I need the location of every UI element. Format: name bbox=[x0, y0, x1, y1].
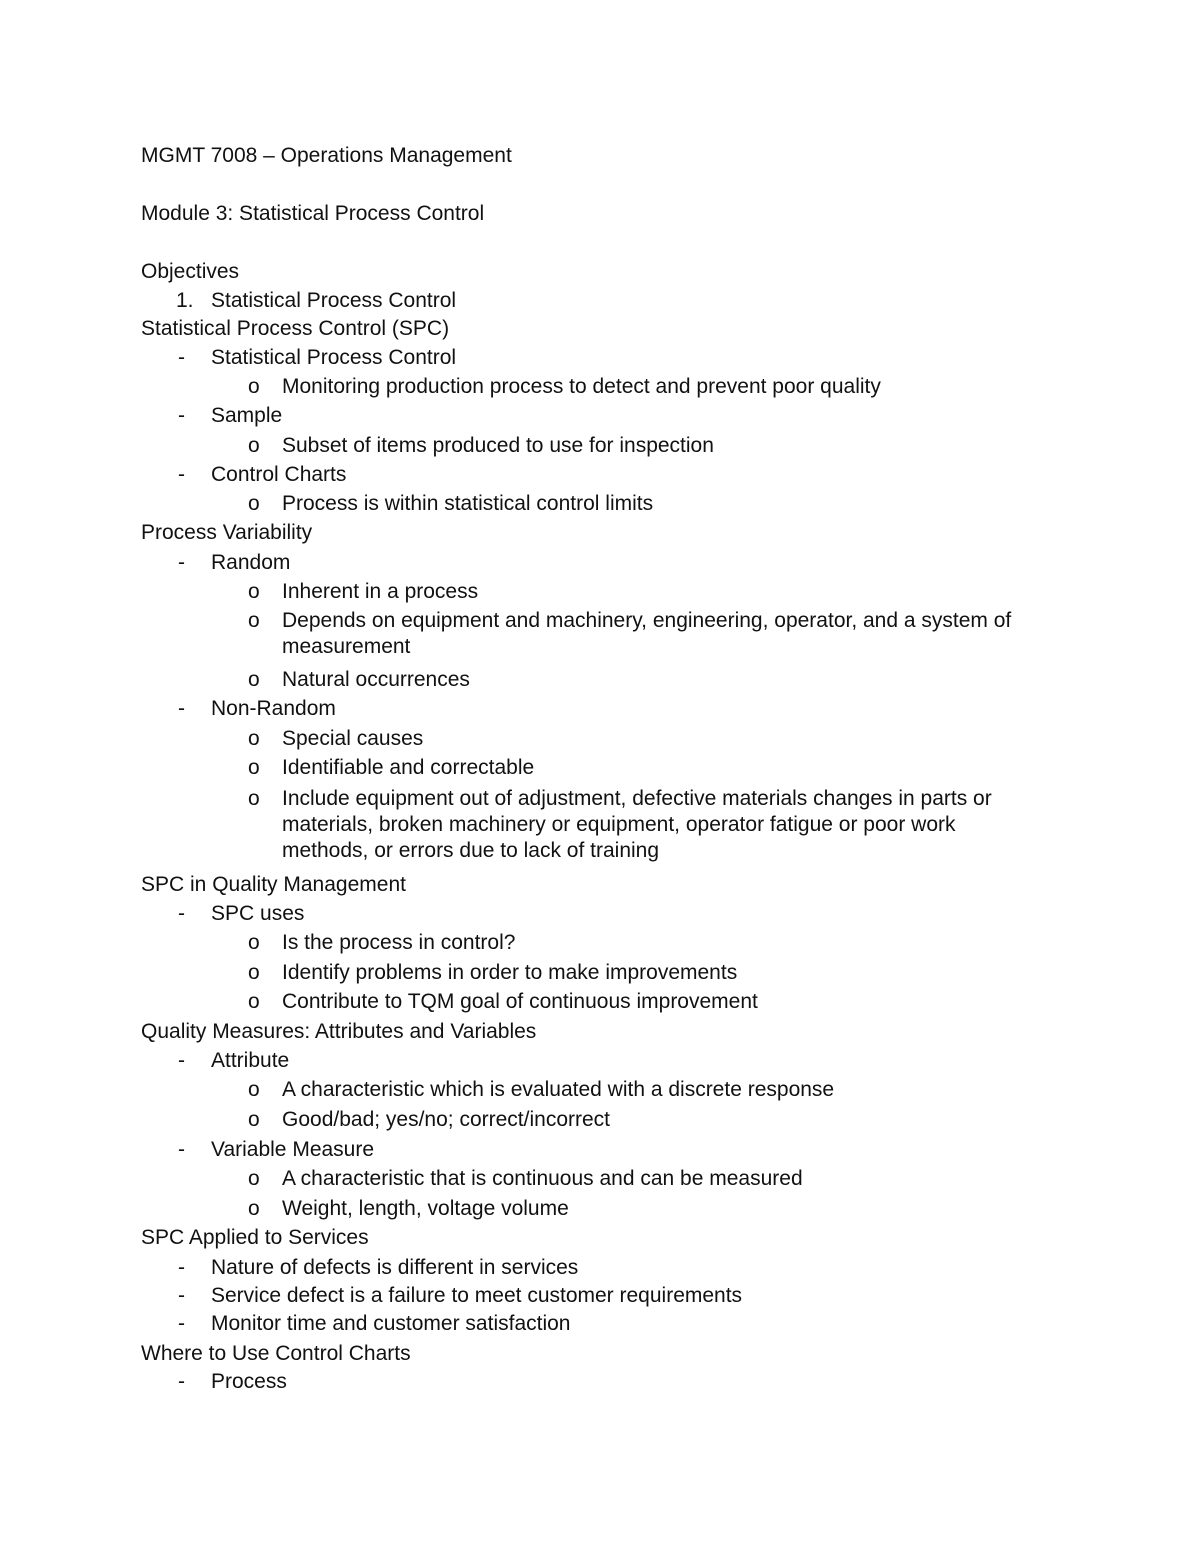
sub-list-item: Depends on equipment and machinery, engineering, operator, and a system of measurement bbox=[282, 609, 1012, 658]
circle-bullet: o bbox=[248, 931, 260, 954]
sub-list-item: Monitoring production process to detect and prevent poor quality bbox=[282, 375, 881, 398]
dash-bullet: - bbox=[178, 1049, 185, 1072]
sub-list-item: Identify problems in order to make improvements bbox=[282, 961, 738, 984]
dash-bullet: - bbox=[178, 902, 185, 925]
dash-bullet: - bbox=[178, 404, 185, 427]
circle-bullet: o bbox=[248, 1108, 260, 1131]
sub-list-item: A characteristic that is continuous and can be measured bbox=[282, 1167, 803, 1190]
sub-list-item: Contribute to TQM goal of continuous improvement bbox=[282, 990, 758, 1013]
section-heading: Quality Measures: Attributes and Variables bbox=[141, 1020, 537, 1043]
circle-bullet: o bbox=[248, 580, 260, 603]
section-heading: Where to Use Control Charts bbox=[141, 1342, 411, 1365]
section-heading: Process Variability bbox=[141, 521, 313, 544]
circle-bullet: o bbox=[248, 1197, 260, 1220]
dash-bullet: - bbox=[178, 463, 185, 486]
circle-bullet: o bbox=[248, 990, 260, 1013]
circle-bullet: o bbox=[248, 961, 260, 984]
objective-item: Statistical Process Control bbox=[211, 289, 457, 312]
circle-bullet: o bbox=[248, 727, 260, 750]
sub-list-item: Special causes bbox=[282, 727, 424, 750]
list-item: Random bbox=[211, 551, 291, 574]
sub-list-item: Good/bad; yes/no; correct/incorrect bbox=[282, 1108, 610, 1131]
sub-list-item: Include equipment out of adjustment, defective materials changes in parts or materials, broken machinery or equipment, operator fatigue or poor work methods, or errors due to lack of training bbox=[282, 787, 992, 862]
list-item: Service defect is a failure to meet customer requirements bbox=[211, 1284, 743, 1307]
objectives-heading: Objectives bbox=[141, 260, 240, 283]
dash-bullet: - bbox=[178, 346, 185, 369]
sub-list-item: Identifiable and correctable bbox=[282, 756, 535, 779]
list-item: Variable Measure bbox=[211, 1138, 375, 1161]
list-number: 1. bbox=[176, 289, 194, 312]
section-heading: Statistical Process Control (SPC) bbox=[141, 317, 450, 340]
circle-bullet: o bbox=[248, 787, 260, 810]
dash-bullet: - bbox=[178, 1256, 185, 1279]
dash-bullet: - bbox=[178, 1370, 185, 1393]
section-heading: SPC Applied to Services bbox=[141, 1226, 369, 1249]
sub-list-item: Is the process in control? bbox=[282, 931, 516, 954]
list-item: Monitor time and customer satisfaction bbox=[211, 1312, 571, 1335]
dash-bullet: - bbox=[178, 1312, 185, 1335]
circle-bullet: o bbox=[248, 1078, 260, 1101]
dash-bullet: - bbox=[178, 551, 185, 574]
sub-list-item: A characteristic which is evaluated with a discrete response bbox=[282, 1078, 835, 1101]
dash-bullet: - bbox=[178, 1284, 185, 1307]
circle-bullet: o bbox=[248, 756, 260, 779]
list-item: Nature of defects is different in services bbox=[211, 1256, 579, 1279]
dash-bullet: - bbox=[178, 697, 185, 720]
list-item: Attribute bbox=[211, 1049, 290, 1072]
sub-list-item: Process is within statistical control limits bbox=[282, 492, 654, 515]
circle-bullet: o bbox=[248, 609, 260, 632]
sub-list-item: Natural occurrences bbox=[282, 668, 470, 691]
module-title: Module 3: Statistical Process Control bbox=[141, 202, 485, 225]
circle-bullet: o bbox=[248, 668, 260, 691]
list-item: Non-Random bbox=[211, 697, 336, 720]
section-heading: SPC in Quality Management bbox=[141, 873, 406, 896]
sub-list-item: Weight, length, voltage volume bbox=[282, 1197, 569, 1220]
course-title: MGMT 7008 – Operations Management bbox=[141, 144, 512, 167]
list-item: Process bbox=[211, 1370, 287, 1393]
dash-bullet: - bbox=[178, 1138, 185, 1161]
list-item: Sample bbox=[211, 404, 283, 427]
circle-bullet: o bbox=[248, 434, 260, 457]
list-item: Control Charts bbox=[211, 463, 347, 486]
circle-bullet: o bbox=[248, 1167, 260, 1190]
list-item: SPC uses bbox=[211, 902, 305, 925]
circle-bullet: o bbox=[248, 492, 260, 515]
sub-list-item: Inherent in a process bbox=[282, 580, 479, 603]
list-item: Statistical Process Control bbox=[211, 346, 457, 369]
circle-bullet: o bbox=[248, 375, 260, 398]
sub-list-item: Subset of items produced to use for inspection bbox=[282, 434, 714, 457]
